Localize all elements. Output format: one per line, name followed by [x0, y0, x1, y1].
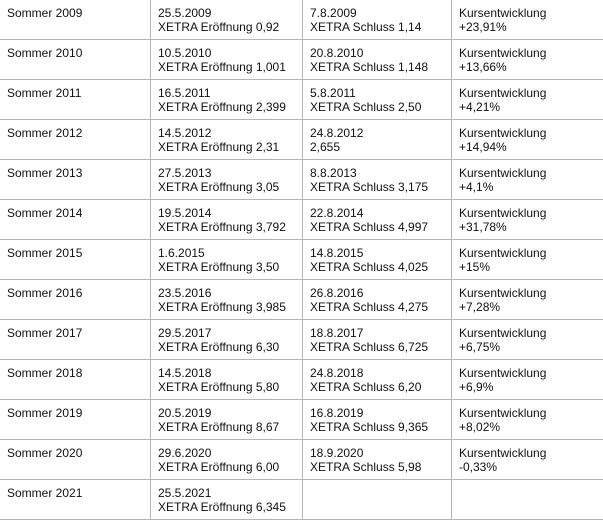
close-value: XETRA Schluss 4,025: [310, 260, 429, 274]
period: Sommer 2021: [7, 486, 83, 500]
period: Sommer 2011: [7, 86, 82, 100]
close-cell: [303, 160, 452, 200]
change: +15%: [459, 260, 491, 274]
open-value: XETRA Eröffnung 8,67: [158, 420, 280, 434]
open-cell: [151, 160, 303, 200]
open-date: 23.5.2016: [158, 286, 212, 300]
period: Sommer 2015: [7, 246, 83, 260]
close-date: 16.8.2019: [310, 406, 364, 420]
close-cell: [303, 360, 452, 400]
close-cell: [303, 480, 452, 520]
table-row: [0, 240, 603, 280]
table-row: [0, 400, 603, 440]
close-cell: [303, 80, 452, 120]
change-cell: [452, 200, 603, 240]
open-date: 14.5.2012: [158, 126, 212, 140]
open-cell: [151, 320, 303, 360]
period-cell: [0, 480, 151, 520]
change-label: Kursentwicklung: [459, 286, 547, 300]
period-cell: [0, 40, 151, 80]
change-cell: [452, 280, 603, 320]
change-label: Kursentwicklung: [459, 326, 547, 340]
period: Sommer 2010: [7, 46, 83, 60]
period-cell: [0, 200, 151, 240]
table-row: [0, 280, 603, 320]
period: Sommer 2020: [7, 446, 83, 460]
close-date: 5.8.2011: [310, 86, 356, 100]
open-value: XETRA Eröffnung 2,399: [158, 100, 286, 114]
table-row: [0, 80, 603, 120]
open-date: 16.5.2011: [158, 86, 211, 100]
close-value: 2,655: [310, 140, 341, 154]
open-value: XETRA Eröffnung 6,345: [158, 500, 286, 514]
open-cell: [151, 0, 303, 40]
period: Sommer 2009: [7, 6, 83, 20]
change-cell: [452, 480, 603, 520]
period-cell: [0, 280, 151, 320]
change: +7,28%: [459, 300, 501, 314]
open-date: 20.5.2019: [158, 406, 212, 420]
change: +6,9%: [459, 380, 494, 394]
open-value: XETRA Eröffnung 0,92: [158, 20, 280, 34]
change-cell: [452, 0, 603, 40]
period-cell: [0, 120, 151, 160]
change-label: Kursentwicklung: [459, 366, 547, 380]
close-date: 18.9.2020: [310, 446, 364, 460]
close-cell: [303, 0, 452, 40]
table-row: [0, 40, 603, 80]
change: +4,1%: [459, 180, 494, 194]
period-cell: [0, 240, 151, 280]
open-date: 25.5.2021: [158, 486, 212, 500]
table-row: [0, 320, 603, 360]
close-cell: [303, 280, 452, 320]
change-cell: [452, 320, 603, 360]
close-date: 24.8.2012: [310, 126, 364, 140]
change-cell: [452, 160, 603, 200]
table-row: [0, 480, 603, 520]
change-cell: [452, 40, 603, 80]
change-cell: [452, 440, 603, 480]
close-date: 8.8.2013: [310, 166, 357, 180]
open-date: 14.5.2018: [158, 366, 212, 380]
close-value: XETRA Schluss 6,725: [310, 340, 429, 354]
open-date: 29.6.2020: [158, 446, 212, 460]
change: +14,94%: [459, 140, 507, 154]
close-value: XETRA Schluss 6,20: [310, 380, 422, 394]
open-cell: [151, 40, 303, 80]
change-cell: [452, 80, 603, 120]
change: -0,33%: [459, 460, 498, 474]
close-cell: [303, 40, 452, 80]
open-value: XETRA Eröffnung 3,985: [158, 300, 286, 314]
close-cell: [303, 400, 452, 440]
close-cell: [303, 240, 452, 280]
open-value: XETRA Eröffnung 5,80: [158, 380, 280, 394]
open-date: 29.5.2017: [158, 326, 212, 340]
open-cell: [151, 280, 303, 320]
change: +4,21%: [459, 100, 501, 114]
period: Sommer 2017: [7, 326, 83, 340]
period: Sommer 2019: [7, 406, 83, 420]
change-label: Kursentwicklung: [459, 206, 547, 220]
table-row: [0, 360, 603, 400]
open-value: XETRA Eröffnung 6,30: [158, 340, 280, 354]
open-cell: [151, 360, 303, 400]
table-row: [0, 200, 603, 240]
change-label: Kursentwicklung: [459, 46, 547, 60]
change: +13,66%: [459, 60, 507, 74]
change: +8,02%: [459, 420, 501, 434]
close-value: XETRA Schluss 5,98: [310, 460, 422, 474]
change: +6,75%: [459, 340, 501, 354]
close-value: XETRA Schluss 1,14: [310, 20, 422, 34]
period: Sommer 2013: [7, 166, 83, 180]
change: +23,91%: [459, 20, 507, 34]
period: Sommer 2016: [7, 286, 83, 300]
open-value: XETRA Eröffnung 2,31: [158, 140, 280, 154]
change-label: Kursentwicklung: [459, 406, 547, 420]
open-date: 10.5.2010: [158, 46, 212, 60]
close-value: XETRA Schluss 1,148: [310, 60, 429, 74]
change-label: Kursentwicklung: [459, 246, 547, 260]
open-value: XETRA Eröffnung 3,50: [158, 260, 280, 274]
change-label: Kursentwicklung: [459, 126, 547, 140]
open-cell: [151, 200, 303, 240]
open-cell: [151, 80, 303, 120]
period-cell: [0, 400, 151, 440]
open-cell: [151, 400, 303, 440]
open-date: 25.5.2009: [158, 6, 212, 20]
close-value: XETRA Schluss 3,175: [310, 180, 429, 194]
period-cell: [0, 440, 151, 480]
close-date: 18.8.2017: [310, 326, 364, 340]
table-row: [0, 120, 603, 160]
open-date: 1.6.2015: [158, 246, 205, 260]
open-cell: [151, 120, 303, 160]
close-date: 7.8.2009: [310, 6, 357, 20]
close-cell: [303, 320, 452, 360]
period: Sommer 2014: [7, 206, 83, 220]
change-label: Kursentwicklung: [459, 6, 547, 20]
change-label: Kursentwicklung: [459, 86, 547, 100]
change-label: Kursentwicklung: [459, 166, 547, 180]
close-value: XETRA Schluss 4,275: [310, 300, 429, 314]
change-cell: [452, 400, 603, 440]
change-cell: [452, 120, 603, 160]
close-date: 20.8.2010: [310, 46, 364, 60]
close-cell: [303, 200, 452, 240]
close-date: 22.8.2014: [310, 206, 364, 220]
period: Sommer 2018: [7, 366, 83, 380]
open-date: 27.5.2013: [158, 166, 212, 180]
open-value: XETRA Eröffnung 1,001: [158, 60, 286, 74]
table-row: [0, 160, 603, 200]
close-date: 26.8.2016: [310, 286, 364, 300]
change-label: Kursentwicklung: [459, 446, 547, 460]
period-cell: [0, 0, 151, 40]
close-cell: [303, 120, 452, 160]
close-date: 24.8.2018: [310, 366, 364, 380]
table-row: [0, 0, 603, 40]
period-cell: [0, 160, 151, 200]
open-cell: [151, 440, 303, 480]
close-date: 14.8.2015: [310, 246, 364, 260]
change: +31,78%: [459, 220, 507, 234]
open-date: 19.5.2014: [158, 206, 212, 220]
open-value: XETRA Eröffnung 3,792: [158, 220, 286, 234]
open-value: XETRA Eröffnung 3,05: [158, 180, 280, 194]
change-cell: [452, 360, 603, 400]
period-cell: [0, 80, 151, 120]
open-cell: [151, 480, 303, 520]
close-cell: [303, 440, 452, 480]
period: Sommer 2012: [7, 126, 83, 140]
open-value: XETRA Eröffnung 6,00: [158, 460, 280, 474]
table-row: [0, 440, 603, 480]
open-cell: [151, 240, 303, 280]
close-value: XETRA Schluss 9,365: [310, 420, 429, 434]
close-value: XETRA Schluss 2,50: [310, 100, 422, 114]
period-cell: [0, 320, 151, 360]
close-value: XETRA Schluss 4,997: [310, 220, 429, 234]
change-cell: [452, 240, 603, 280]
period-cell: [0, 360, 151, 400]
